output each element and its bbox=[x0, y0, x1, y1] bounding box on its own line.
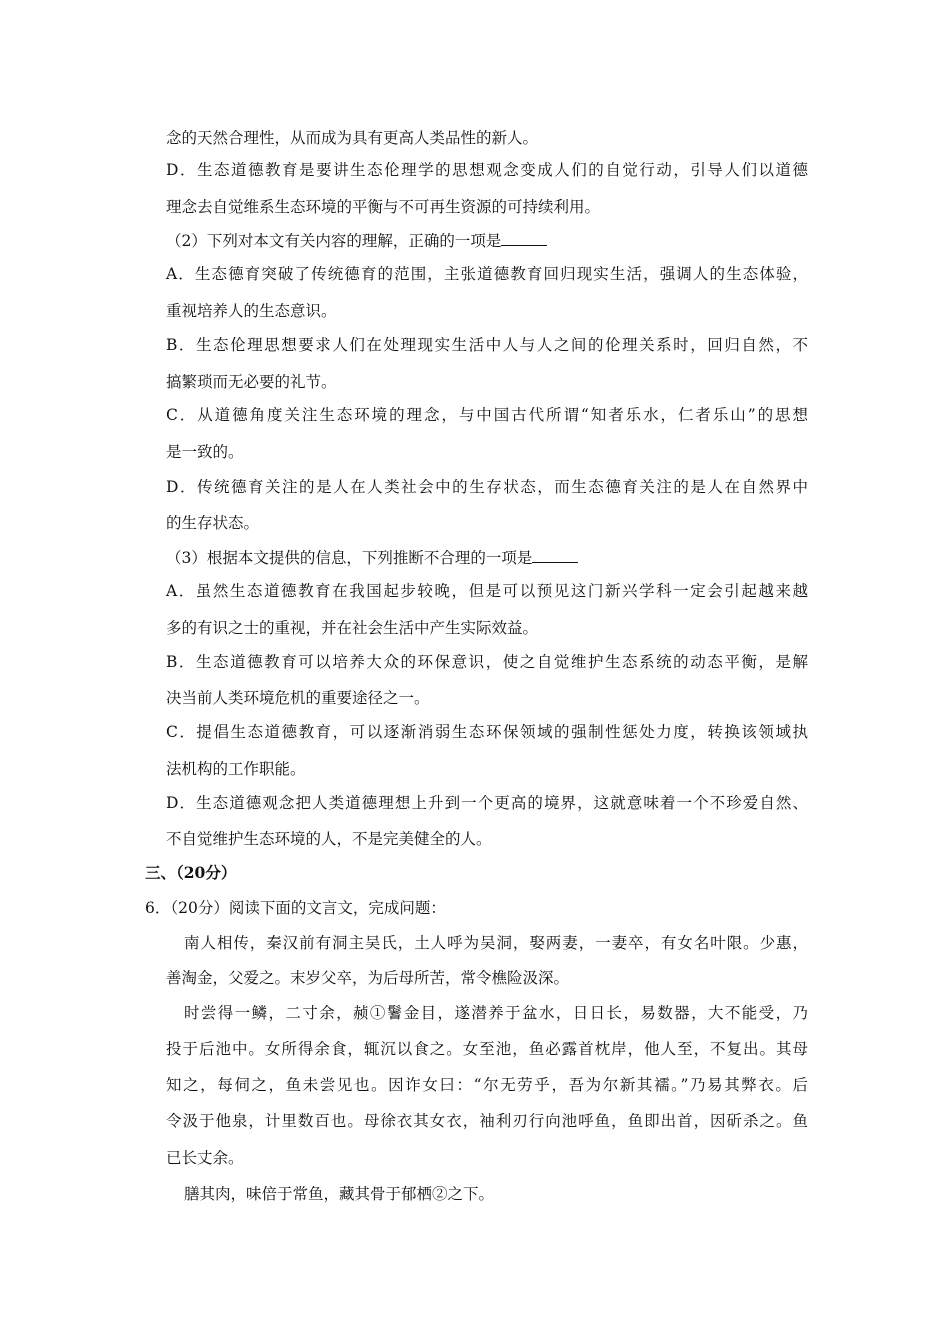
line-text: 三、（20分） bbox=[145, 863, 237, 882]
text-line bbox=[166, 547, 808, 569]
line-text: 念的天然合理性，从而成为具有更高人类品性的新人。 bbox=[166, 129, 539, 147]
text-line bbox=[166, 441, 808, 463]
text-line bbox=[166, 617, 808, 639]
text-line bbox=[184, 1002, 808, 1024]
text-line bbox=[166, 1147, 808, 1169]
text-line bbox=[166, 687, 808, 709]
line-text: D．生态道德教育是要讲生态伦理学的思想观念变成人们的自觉行动，引导人们以道德 bbox=[166, 161, 808, 179]
line-text: （3）根据本文提供的信息，下列推断不合理的一项是 bbox=[166, 549, 533, 567]
text-line bbox=[166, 159, 808, 181]
line-text: 搞繁琐而无必要的礼节。 bbox=[166, 373, 337, 391]
text-line bbox=[166, 828, 808, 850]
text-line bbox=[145, 862, 787, 884]
line-text: 不自觉维护生态环境的人，不是完美健全的人。 bbox=[166, 830, 492, 848]
answer-blank bbox=[501, 230, 547, 246]
text-line bbox=[166, 1110, 808, 1132]
line-text: 6．（20分）阅读下面的文言文，完成问题： bbox=[145, 899, 446, 917]
text-line bbox=[166, 371, 808, 393]
text-line bbox=[166, 512, 808, 534]
line-text: A．虽然生态道德教育在我国起步较晚，但是可以预见这门新兴学科一定会引起越来越 bbox=[166, 582, 808, 600]
text-line bbox=[166, 334, 808, 356]
text-line bbox=[166, 230, 808, 252]
line-text: D．传统德育关注的是人在人类社会中的生存状态，而生态德育关注的是人在自然界中 bbox=[166, 478, 808, 496]
line-text: 南人相传，秦汉前有洞主吴氏，土人呼为吴洞，娶两妻，一妻卒，有女名叶限。少惠， bbox=[184, 934, 808, 952]
text-line bbox=[145, 897, 787, 919]
text-line bbox=[166, 1074, 808, 1096]
line-text: 时尝得一鳞，二寸余，赪①鬐金目，遂潜养于盆水，日日长，易数器，大不能受，乃 bbox=[184, 1004, 808, 1022]
line-text: 令汲于他泉，计里数百也。母徐衣其女衣，袖利刃行向池呼鱼，鱼即出首，因斫杀之。鱼 bbox=[166, 1112, 808, 1130]
line-text: C．从道德角度关注生态环境的理念，与中国古代所谓“知者乐水，仁者乐山”的思想 bbox=[166, 406, 808, 424]
line-text: 是一致的。 bbox=[166, 443, 244, 461]
line-text: B．生态道德教育可以培养大众的环保意识，使之自觉维护生态系统的动态平衡，是解 bbox=[166, 653, 808, 671]
text-line bbox=[166, 651, 808, 673]
text-line bbox=[166, 1038, 808, 1060]
line-text: 理念去自觉维系生态环境的平衡与不可再生资源的可持续利用。 bbox=[166, 198, 601, 216]
text-line bbox=[166, 580, 808, 602]
text-line bbox=[184, 1183, 808, 1205]
line-text: 多的有识之士的重视，并在社会生活中产生实际效益。 bbox=[166, 619, 539, 637]
line-text: A．生态德育突破了传统德育的范围，主张道德教育回归现实生活，强调人的生态体验， bbox=[166, 265, 808, 283]
text-line bbox=[166, 476, 808, 498]
text-line bbox=[166, 300, 808, 322]
text-line bbox=[166, 758, 808, 780]
line-text: C．提倡生态道德教育，可以逐渐消弱生态环保领域的强制性惩处力度，转换该领域执 bbox=[166, 723, 808, 741]
text-line bbox=[166, 263, 808, 285]
line-text: D．生态道德观念把人类道德理想上升到一个更高的境界，这就意味着一个不珍爱自然、 bbox=[166, 794, 808, 812]
text-line bbox=[166, 721, 808, 743]
line-text: 善淘金，父爱之。末岁父卒，为后母所苦，常令樵险汲深。 bbox=[166, 969, 570, 987]
line-text: B．生态伦理思想要求人们在处理现实生活中人与人之间的伦理关系时，回归自然，不 bbox=[166, 336, 808, 354]
line-text: 知之，每伺之，鱼未尝见也。因诈女曰：“尔无劳乎，吾为尔新其襦。”乃易其弊衣。后 bbox=[166, 1076, 808, 1094]
line-text: 决当前人类环境危机的重要途径之一。 bbox=[166, 689, 430, 707]
text-line bbox=[166, 404, 808, 426]
line-text: 重视培养人的生态意识。 bbox=[166, 302, 337, 320]
text-line bbox=[184, 932, 808, 954]
answer-blank bbox=[532, 547, 578, 563]
line-text: 已长丈余。 bbox=[166, 1149, 244, 1167]
line-text: 的生存状态。 bbox=[166, 514, 260, 532]
line-text: （2）下列对本文有关内容的理解，正确的一项是 bbox=[166, 232, 502, 250]
line-text: 投于后池中。女所得余食，辄沉以食之。女至池，鱼必露首枕岸，他人至，不复出。其母 bbox=[166, 1040, 808, 1058]
line-text: 膳其肉，味倍于常鱼，藏其骨于郁栖②之下。 bbox=[184, 1185, 495, 1203]
text-line bbox=[166, 792, 808, 814]
text-line bbox=[166, 967, 808, 989]
text-line bbox=[166, 127, 808, 149]
line-text: 法机构的工作职能。 bbox=[166, 760, 306, 778]
text-line bbox=[166, 196, 808, 218]
